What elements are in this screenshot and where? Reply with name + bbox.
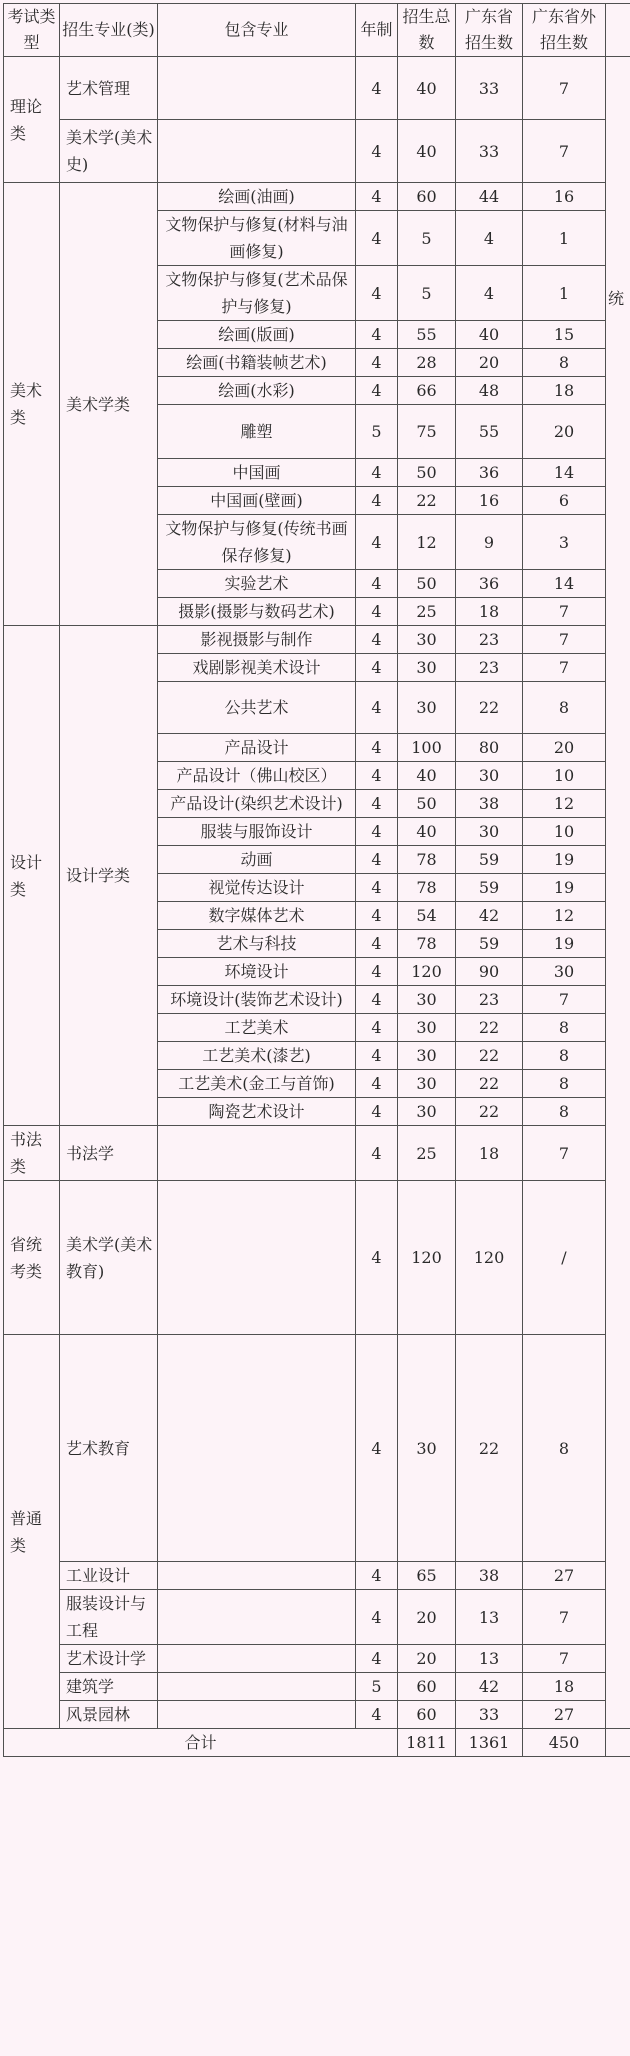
total-quota-cell: 20 (398, 1590, 456, 1645)
years-cell: 4 (356, 986, 398, 1014)
exam-type-cell: 设计类 (4, 626, 60, 1126)
included-major-cell: 工艺美术 (158, 1014, 356, 1042)
included-major-cell: 绘画(书籍装帧艺术) (158, 349, 356, 377)
total-quota-cell: 120 (398, 958, 456, 986)
guangdong-quota-cell: 48 (456, 377, 523, 405)
guangdong-quota-cell: 30 (456, 762, 523, 790)
guangdong-quota-cell: 4 (456, 211, 523, 266)
guangdong-quota-cell: 9 (456, 515, 523, 570)
included-major-cell: 动画 (158, 846, 356, 874)
years-cell: 4 (356, 930, 398, 958)
outside-guangdong-quota-cell: 7 (523, 654, 606, 682)
included-major-cell: 艺术与科技 (158, 930, 356, 958)
guangdong-quota-cell: 59 (456, 874, 523, 902)
outside-guangdong-quota-cell: 1 (523, 211, 606, 266)
total-quota-cell: 30 (398, 1098, 456, 1126)
major-category-cell: 美术学(美术教育) (60, 1181, 158, 1335)
included-major-cell: 绘画(水彩) (158, 377, 356, 405)
included-major-cell: 绘画(版画) (158, 321, 356, 349)
outside-guangdong-quota-cell: 7 (523, 626, 606, 654)
years-cell: 4 (356, 846, 398, 874)
header-cell: 招生专业(类) (60, 4, 158, 57)
total-quota-cell: 40 (398, 120, 456, 183)
years-cell: 4 (356, 1014, 398, 1042)
total-row (4, 1729, 630, 1757)
guangdong-quota-cell: 33 (456, 57, 523, 120)
years-cell: 5 (356, 405, 398, 459)
major-category-cell: 艺术设计学 (60, 1645, 158, 1673)
outside-guangdong-quota-cell: 7 (523, 1126, 606, 1181)
guangdong-quota-cell: 55 (456, 405, 523, 459)
outside-guangdong-quota-cell: 19 (523, 874, 606, 902)
years-cell: 4 (356, 459, 398, 487)
included-major-cell: 陶瓷艺术设计 (158, 1098, 356, 1126)
total-quota-cell: 30 (398, 626, 456, 654)
years-cell: 4 (356, 598, 398, 626)
years-cell: 4 (356, 1070, 398, 1098)
header-row (4, 4, 630, 57)
header-cell: 考试类型 (4, 4, 60, 57)
header-cell-extra (606, 4, 630, 57)
included-major-cell: 绘画(油画) (158, 183, 356, 211)
years-cell: 4 (356, 349, 398, 377)
guangdong-quota-cell: 40 (456, 321, 523, 349)
total-quota-cell: 30 (398, 986, 456, 1014)
total-quota-cell: 30 (398, 1014, 456, 1042)
header-cell: 招生总数 (398, 4, 456, 57)
guangdong-quota-cell: 59 (456, 846, 523, 874)
guangdong-quota-cell: 44 (456, 183, 523, 211)
guangdong-quota-cell: 38 (456, 790, 523, 818)
exam-type-cell: 普通类 (4, 1335, 60, 1729)
table-row (4, 1701, 630, 1729)
outside-guangdong-quota-cell: 8 (523, 682, 606, 734)
guangdong-quota-cell: 18 (456, 1126, 523, 1181)
years-cell: 4 (356, 570, 398, 598)
years-cell: 4 (356, 902, 398, 930)
outside-guangdong-quota-cell: 7 (523, 120, 606, 183)
outside-guangdong-quota-cell: 6 (523, 487, 606, 515)
table-row (4, 1181, 630, 1335)
total-quota-cell: 22 (398, 487, 456, 515)
outside-guangdong-quota-cell: 27 (523, 1701, 606, 1729)
guangdong-quota-cell: 4 (456, 266, 523, 321)
included-major-cell: 工艺美术(漆艺) (158, 1042, 356, 1070)
included-major-cell (158, 1701, 356, 1729)
total-quota-cell: 25 (398, 1126, 456, 1181)
guangdong-quota-cell: 30 (456, 818, 523, 846)
outside-guangdong-quota-cell: 27 (523, 1562, 606, 1590)
years-cell: 4 (356, 377, 398, 405)
included-major-cell (158, 1126, 356, 1181)
outside-guangdong-quota-cell: 8 (523, 349, 606, 377)
table-row (4, 183, 630, 211)
major-category-cell: 建筑学 (60, 1673, 158, 1701)
header-cell: 包含专业 (158, 4, 356, 57)
total-quota-cell: 30 (398, 654, 456, 682)
guangdong-quota-cell: 13 (456, 1645, 523, 1673)
outside-guangdong-quota-cell: 12 (523, 790, 606, 818)
guangdong-quota-cell: 80 (456, 734, 523, 762)
years-cell: 4 (356, 1645, 398, 1673)
guangdong-quota-cell: 90 (456, 958, 523, 986)
grand-guangdong-cell: 1361 (456, 1729, 523, 1757)
total-quota-cell: 40 (398, 818, 456, 846)
guangdong-quota-cell: 22 (456, 1098, 523, 1126)
total-label-cell: 合计 (4, 1729, 398, 1757)
total-quota-cell: 120 (398, 1181, 456, 1335)
total-quota-cell: 78 (398, 930, 456, 958)
guangdong-quota-cell: 23 (456, 986, 523, 1014)
guangdong-quota-cell: 13 (456, 1590, 523, 1645)
major-category-cell: 艺术教育 (60, 1335, 158, 1562)
total-quota-cell: 55 (398, 321, 456, 349)
included-major-cell: 产品设计（佛山校区） (158, 762, 356, 790)
included-major-cell (158, 1562, 356, 1590)
total-quota-cell: 60 (398, 1673, 456, 1701)
included-major-cell: 产品设计 (158, 734, 356, 762)
guangdong-quota-cell: 42 (456, 902, 523, 930)
included-major-cell (158, 57, 356, 120)
header-cell: 年制 (356, 4, 398, 57)
included-major-cell: 中国画 (158, 459, 356, 487)
included-major-cell: 环境设计 (158, 958, 356, 986)
total-quota-cell: 30 (398, 682, 456, 734)
table-row (4, 120, 630, 183)
header-cell: 广东省招生数 (456, 4, 523, 57)
years-cell: 4 (356, 734, 398, 762)
admissions-quota-table (3, 3, 630, 1757)
total-quota-cell: 78 (398, 846, 456, 874)
years-cell: 4 (356, 874, 398, 902)
included-major-cell: 文物保护与修复(材料与油画修复) (158, 211, 356, 266)
total-quota-cell: 54 (398, 902, 456, 930)
total-quota-cell: 65 (398, 1562, 456, 1590)
years-cell: 4 (356, 1098, 398, 1126)
outside-guangdong-quota-cell: 18 (523, 1673, 606, 1701)
years-cell: 4 (356, 1126, 398, 1181)
years-cell: 4 (356, 321, 398, 349)
exam-type-cell: 美术类 (4, 183, 60, 626)
exam-type-cell: 理论类 (4, 57, 60, 183)
included-major-cell (158, 1335, 356, 1562)
table-row (4, 1126, 630, 1181)
total-quota-cell: 30 (398, 1335, 456, 1562)
included-major-cell: 文物保护与修复(传统书画保存修复) (158, 515, 356, 570)
guangdong-quota-cell: 22 (456, 682, 523, 734)
years-cell: 4 (356, 626, 398, 654)
outside-guangdong-quota-cell: 20 (523, 405, 606, 459)
header-cell: 广东省外招生数 (523, 4, 606, 57)
included-major-cell: 实验艺术 (158, 570, 356, 598)
years-cell: 4 (356, 57, 398, 120)
included-major-cell: 工艺美术(金工与首饰) (158, 1070, 356, 1098)
major-category-cell: 服装设计与工程 (60, 1590, 158, 1645)
total-quota-cell: 40 (398, 762, 456, 790)
outside-guangdong-quota-cell: 7 (523, 1645, 606, 1673)
outside-guangdong-quota-cell: 8 (523, 1070, 606, 1098)
included-major-cell: 雕塑 (158, 405, 356, 459)
major-category-cell: 美术学类 (60, 183, 158, 626)
outside-guangdong-quota-cell: 7 (523, 598, 606, 626)
included-major-cell (158, 1181, 356, 1335)
major-category-cell: 书法学 (60, 1126, 158, 1181)
total-quota-cell: 30 (398, 1070, 456, 1098)
outside-guangdong-quota-cell: 19 (523, 930, 606, 958)
outside-guangdong-quota-cell: 7 (523, 986, 606, 1014)
table-row (4, 1645, 630, 1673)
included-major-cell (158, 1673, 356, 1701)
total-quota-cell: 5 (398, 266, 456, 321)
guangdong-quota-cell: 22 (456, 1070, 523, 1098)
included-major-cell: 影视摄影与制作 (158, 626, 356, 654)
guangdong-quota-cell: 33 (456, 120, 523, 183)
total-quota-cell: 75 (398, 405, 456, 459)
years-cell: 5 (356, 1673, 398, 1701)
included-major-cell: 摄影(摄影与数码艺术) (158, 598, 356, 626)
included-major-cell: 环境设计(装饰艺术设计) (158, 986, 356, 1014)
years-cell: 4 (356, 682, 398, 734)
exam-type-cell: 省统考类 (4, 1181, 60, 1335)
outside-guangdong-quota-cell: 16 (523, 183, 606, 211)
table-row (4, 626, 630, 654)
outside-guangdong-quota-cell: 30 (523, 958, 606, 986)
major-category-cell: 美术学(美术史) (60, 120, 158, 183)
outside-guangdong-quota-cell: 20 (523, 734, 606, 762)
total-quota-cell: 50 (398, 570, 456, 598)
table-row (4, 1562, 630, 1590)
total-quota-cell: 20 (398, 1645, 456, 1673)
outside-guangdong-quota-cell: 3 (523, 515, 606, 570)
included-major-cell: 中国画(壁画) (158, 487, 356, 515)
grand-total-cell: 1811 (398, 1729, 456, 1757)
included-major-cell: 文物保护与修复(艺术品保护与修复) (158, 266, 356, 321)
guangdong-quota-cell: 120 (456, 1181, 523, 1335)
years-cell: 4 (356, 487, 398, 515)
table-row (4, 1335, 630, 1562)
total-quota-cell: 12 (398, 515, 456, 570)
outside-guangdong-quota-cell: 1 (523, 266, 606, 321)
grand-outside-cell: 450 (523, 1729, 606, 1757)
years-cell: 4 (356, 515, 398, 570)
years-cell: 4 (356, 1590, 398, 1645)
years-cell: 4 (356, 211, 398, 266)
total-quota-cell: 50 (398, 459, 456, 487)
outside-guangdong-quota-cell: 18 (523, 377, 606, 405)
years-cell: 4 (356, 654, 398, 682)
major-category-cell: 设计学类 (60, 626, 158, 1126)
years-cell: 4 (356, 183, 398, 211)
years-cell: 4 (356, 958, 398, 986)
table-body (4, 4, 630, 1757)
total-quota-cell: 30 (398, 1042, 456, 1070)
years-cell: 4 (356, 1181, 398, 1335)
years-cell: 4 (356, 1042, 398, 1070)
guangdong-quota-cell: 38 (456, 1562, 523, 1590)
included-major-cell: 产品设计(染织艺术设计) (158, 790, 356, 818)
guangdong-quota-cell: 23 (456, 626, 523, 654)
outside-guangdong-quota-cell: 14 (523, 459, 606, 487)
included-major-cell: 数字媒体艺术 (158, 902, 356, 930)
outside-guangdong-quota-cell: 8 (523, 1042, 606, 1070)
major-category-cell: 工业设计 (60, 1562, 158, 1590)
guangdong-quota-cell: 59 (456, 930, 523, 958)
guangdong-quota-cell: 33 (456, 1701, 523, 1729)
table-row (4, 57, 630, 120)
guangdong-quota-cell: 36 (456, 459, 523, 487)
note-cell: 统 (606, 57, 630, 1729)
total-quota-cell: 78 (398, 874, 456, 902)
years-cell: 4 (356, 790, 398, 818)
outside-guangdong-quota-cell: 14 (523, 570, 606, 598)
years-cell: 4 (356, 1562, 398, 1590)
included-major-cell (158, 120, 356, 183)
guangdong-quota-cell: 22 (456, 1042, 523, 1070)
guangdong-quota-cell: 42 (456, 1673, 523, 1701)
total-quota-cell: 28 (398, 349, 456, 377)
guangdong-quota-cell: 16 (456, 487, 523, 515)
exam-type-cell: 书法类 (4, 1126, 60, 1181)
major-category-cell: 风景园林 (60, 1701, 158, 1729)
outside-guangdong-quota-cell: 10 (523, 818, 606, 846)
included-major-cell: 服装与服饰设计 (158, 818, 356, 846)
total-quota-cell: 66 (398, 377, 456, 405)
guangdong-quota-cell: 22 (456, 1014, 523, 1042)
outside-guangdong-quota-cell: 8 (523, 1335, 606, 1562)
total-quota-cell: 50 (398, 790, 456, 818)
outside-guangdong-quota-cell: 12 (523, 902, 606, 930)
guangdong-quota-cell: 22 (456, 1335, 523, 1562)
years-cell: 4 (356, 818, 398, 846)
included-major-cell: 视觉传达设计 (158, 874, 356, 902)
table-row (4, 1590, 630, 1645)
guangdong-quota-cell: 20 (456, 349, 523, 377)
total-extra-cell (606, 1729, 630, 1757)
outside-guangdong-quota-cell: 8 (523, 1098, 606, 1126)
total-quota-cell: 60 (398, 183, 456, 211)
included-major-cell (158, 1590, 356, 1645)
guangdong-quota-cell: 18 (456, 598, 523, 626)
included-major-cell (158, 1645, 356, 1673)
table-row (4, 1673, 630, 1701)
total-quota-cell: 25 (398, 598, 456, 626)
included-major-cell: 戏剧影视美术设计 (158, 654, 356, 682)
outside-guangdong-quota-cell: 19 (523, 846, 606, 874)
years-cell: 4 (356, 1335, 398, 1562)
years-cell: 4 (356, 120, 398, 183)
guangdong-quota-cell: 23 (456, 654, 523, 682)
major-category-cell: 艺术管理 (60, 57, 158, 120)
outside-guangdong-quota-cell: 7 (523, 1590, 606, 1645)
total-quota-cell: 5 (398, 211, 456, 266)
total-quota-cell: 60 (398, 1701, 456, 1729)
outside-guangdong-quota-cell: 8 (523, 1014, 606, 1042)
years-cell: 4 (356, 266, 398, 321)
outside-guangdong-quota-cell: 10 (523, 762, 606, 790)
outside-guangdong-quota-cell: 7 (523, 57, 606, 120)
outside-guangdong-quota-cell: 15 (523, 321, 606, 349)
total-quota-cell: 100 (398, 734, 456, 762)
included-major-cell: 公共艺术 (158, 682, 356, 734)
total-quota-cell: 40 (398, 57, 456, 120)
years-cell: 4 (356, 762, 398, 790)
outside-guangdong-quota-cell: / (523, 1181, 606, 1335)
guangdong-quota-cell: 36 (456, 570, 523, 598)
years-cell: 4 (356, 1701, 398, 1729)
